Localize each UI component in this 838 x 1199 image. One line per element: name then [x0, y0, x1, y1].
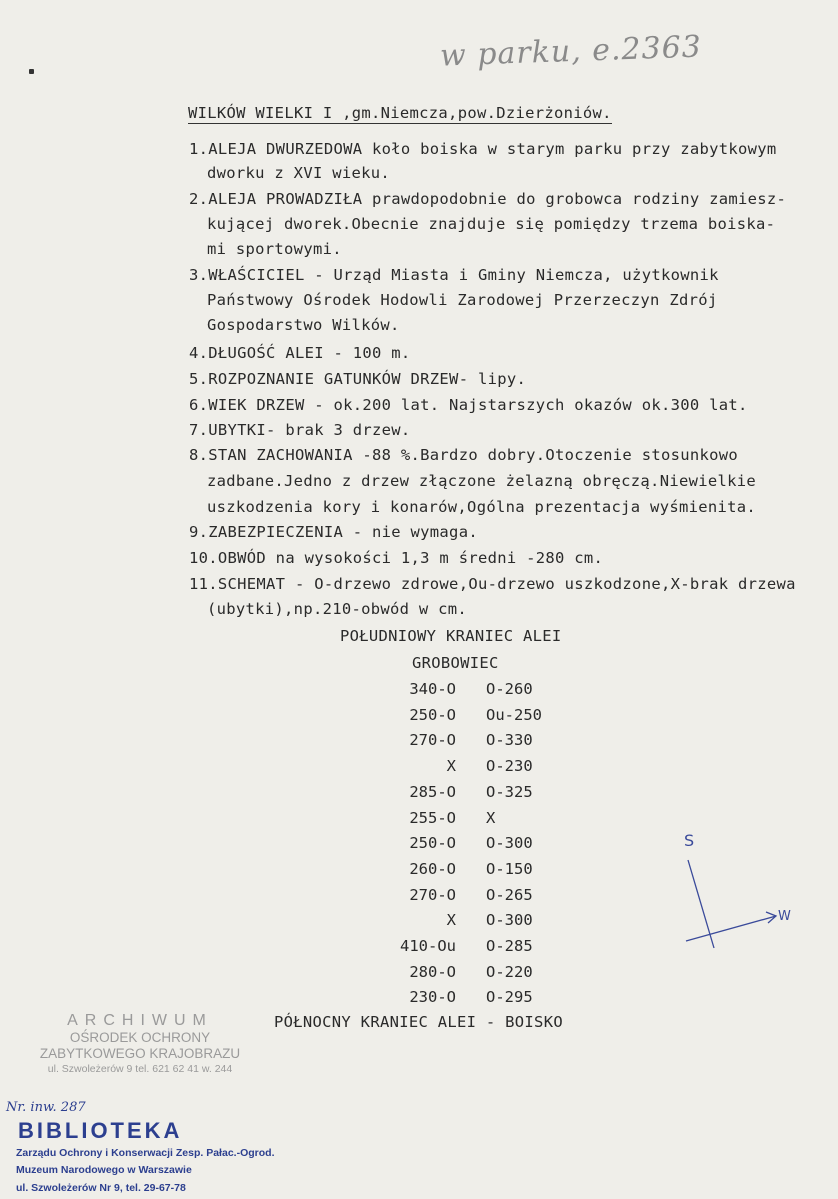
scheme-left-value: 270-O — [409, 885, 456, 904]
text-line: 10.OBWÓD na wysokości 1,3 m średni -280 cm. — [189, 549, 604, 567]
text-line: 9.ZABEZPIECZENIA - nie wymaga. — [189, 523, 478, 541]
library-stamp-title: BIBLIOTEKA — [18, 1118, 183, 1143]
text-line: 3.WŁAŚCICIEL - Urząd Miasta i Gminy Niemcza, użytkownik — [189, 266, 719, 284]
text-line: mi sportowymi. — [207, 240, 342, 258]
library-stamp-line: Zarządu Ochrony i Konserwacji Zesp. Pałac.-Ogrod. — [16, 1147, 275, 1159]
handwritten-note: w parku, e.2363 — [439, 29, 703, 74]
text-line: Państwowy Ośrodek Hodowli Zarodowej Przerzeczyn Zdrój — [207, 291, 718, 309]
text-line: 5.ROZPOZNANIE GATUNKÓW DRZEW- lipy. — [189, 370, 527, 388]
scheme-right-value: O-300 — [486, 911, 533, 930]
text-line: 7.UBYTKI- brak 3 drzew. — [189, 421, 411, 439]
text-line: (ubytki),np.210-obwód w cm. — [207, 600, 468, 618]
compass-south-label: S — [684, 831, 695, 850]
scheme-left-value: 340-O — [409, 680, 456, 698]
scheme-right-value: O-230 — [486, 757, 533, 776]
archive-stamp — [30, 1012, 250, 1077]
scheme-left-value: X — [446, 911, 456, 930]
compass-west-label: W — [778, 909, 791, 924]
archive-stamp-line: ZABYTKOWEGO KRAJOBRAZU — [39, 1046, 241, 1061]
text-line: 6.WIEK DRZEW - ok.200 lat. Najstarszych okazów ok.300 lat. — [189, 396, 748, 414]
scheme-right-value: X — [486, 808, 496, 827]
scheme-right-value: O-325 — [486, 782, 533, 801]
scheme-left-value: 255-O — [409, 808, 456, 827]
north-end-label: PÓŁNOCNY KRANIEC ALEI - BOISKO — [274, 1013, 563, 1031]
scheme-left-value: 250-O — [409, 834, 456, 853]
archive-stamp-line: OŚRODEK OCHRONY — [69, 1030, 211, 1045]
scheme-left-value: X — [446, 757, 456, 776]
library-stamp-address: ul. Szwoleżerów Nr 9, tel. 29-67-78 — [16, 1182, 186, 1194]
text-line: kującej dworek.Obecnie znajduje się pomiędzy trzema boiska- — [207, 215, 776, 233]
scheme-left-value: 285-O — [409, 782, 456, 801]
scheme-right-value: Ou-250 — [486, 705, 542, 724]
text-line: uszkodzenia kory i konarów,Ogólna prezentacja wyśmienita. — [207, 498, 757, 516]
scheme-right-value: O-260 — [486, 680, 533, 698]
margin-mark — [29, 69, 34, 74]
scheme-right-value: O-295 — [486, 988, 533, 1007]
text-line: 11.SCHEMAT - O-drzewo zdrowe,Ou-drzewo uszkodzone,X-brak drzewa — [189, 575, 796, 593]
text-line: zadbane.Jedno z drzew złączone żelazną obręczą.Niewielkie — [207, 472, 757, 490]
scheme-left-value: 260-O — [409, 859, 456, 878]
text-line: 8.STAN ZACHOWANIA -88 %.Bardzo dobry.Otoczenie stosunkowo — [189, 446, 739, 464]
scheme-right-value: O-220 — [486, 962, 533, 981]
inventory-number: Nr. inw. 287 — [6, 1100, 86, 1115]
south-end-label: POŁUDNIOWY KRANIEC ALEI — [340, 627, 562, 645]
document-title: WILKÓW WIELKI I ,gm.Niemcza,pow.Dzierżoniów. — [188, 104, 612, 122]
text-line: 4.DŁUGOŚĆ ALEI - 100 m. — [189, 344, 411, 362]
scheme-right-value: O-285 — [486, 937, 533, 955]
scheme-right-value: O-150 — [486, 859, 533, 878]
scheme-left-value: 410-Ou — [400, 937, 456, 955]
tomb-label: GROBOWIEC — [412, 654, 499, 672]
archive-stamp-title: ARCHIWUM — [67, 1012, 213, 1029]
scheme-left-value: 270-O — [409, 731, 456, 750]
scheme-right-value: O-300 — [486, 834, 533, 853]
text-line: 1.ALEJA DWURZEDOWA koło boiska w starym parku przy zabytkowym — [189, 140, 777, 158]
scheme-right-value: O-265 — [486, 885, 533, 904]
library-stamp-line: Muzeum Narodowego w Warszawie — [16, 1164, 192, 1176]
scheme-left-value: 280-O — [409, 962, 456, 981]
compass-icon — [680, 828, 800, 958]
scheme-left-value: 250-O — [409, 705, 456, 724]
text-line: Gospodarstwo Wilków. — [207, 316, 400, 334]
scheme-right-value: O-330 — [486, 731, 533, 750]
text-line: dworku z XVI wieku. — [207, 164, 391, 182]
archive-stamp-address: ul. Szwoleżerów 9 tel. 621 62 41 w. 244 — [47, 1063, 233, 1075]
text-line: 2.ALEJA PROWADZIŁA prawdopodobnie do grobowca rodziny zamiesz- — [189, 190, 787, 208]
scheme-left-value: 230-O — [409, 988, 456, 1007]
